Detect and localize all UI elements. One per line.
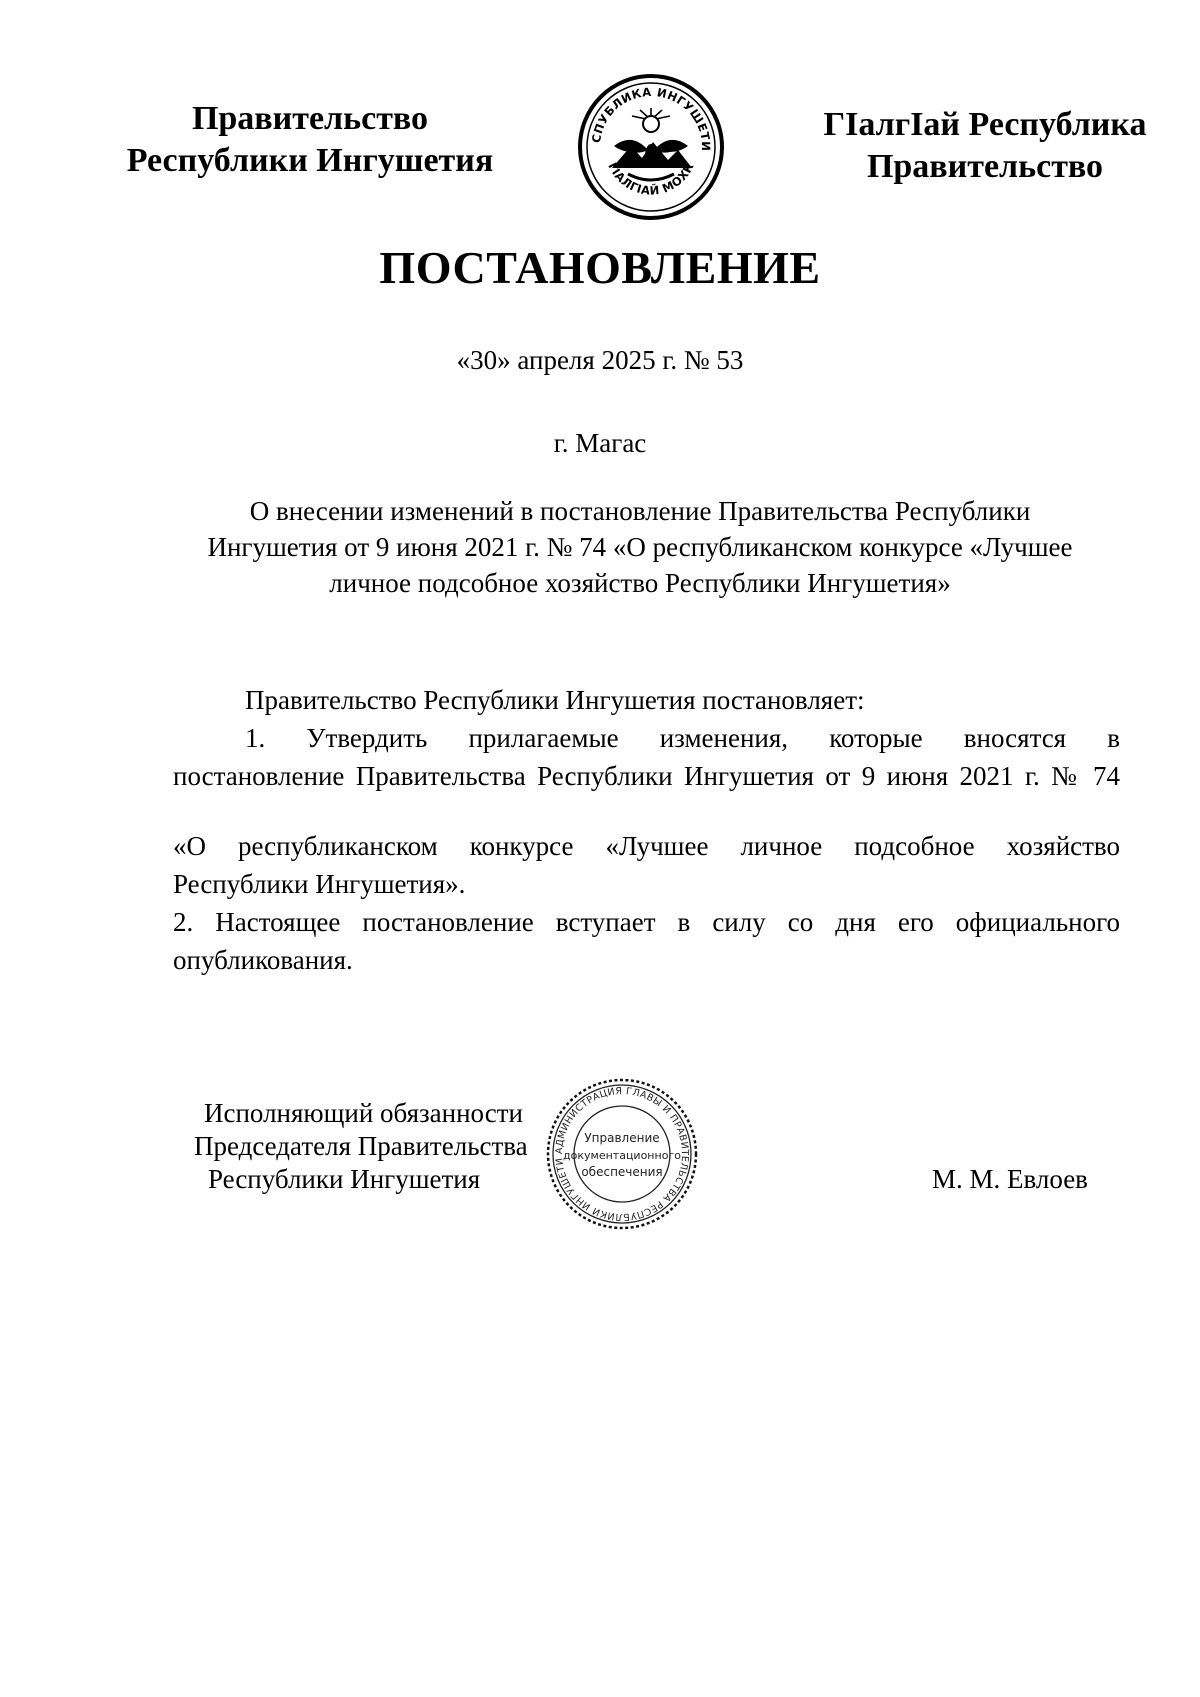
document-subject-line: О внесении изменений в постановление Правительства Республики bbox=[249, 496, 1031, 526]
emblem-graphic bbox=[576, 72, 726, 222]
official-stamp-icon bbox=[543, 1075, 701, 1233]
item-1-line: 1. Утвердить прилагаемые изменения, которые вносятся в bbox=[245, 723, 1120, 753]
document-subject-line: Ингушетия от 9 июня 2021 г. № 74 «О республиканском конкурсе «Лучшее bbox=[207, 532, 1073, 562]
header-left-block bbox=[90, 98, 530, 182]
document-date-number: «30» апреля 2025 г. № 53 bbox=[456, 345, 744, 375]
item-1-line: постановление Правительства Республики Ингушетия от 9 июня 2021 г. № 74 bbox=[173, 761, 1120, 791]
stamp-center-line: Управление bbox=[584, 1131, 660, 1145]
signatory-title-line: Республики Ингушетия bbox=[208, 1164, 481, 1194]
header-left-line2: Республики Ингушетия bbox=[126, 142, 494, 179]
document-place: г. Магас bbox=[553, 428, 647, 458]
item-2-line: 2. Настоящее постановление вступает в силу со дня его официального bbox=[173, 907, 1120, 937]
stamp-graphic bbox=[543, 1075, 701, 1233]
emblem-bottom-text: ГIАЛГIАЙ МОХК bbox=[605, 160, 697, 198]
signatory-title-line: Председателя Правительства bbox=[194, 1131, 528, 1161]
document-subject-line: личное подсобное хозяйство Республики Ингушетия» bbox=[329, 568, 951, 598]
stamp-center-line: обеспечения bbox=[581, 1165, 663, 1179]
item-2-line: опубликования. bbox=[173, 945, 353, 975]
item-1-line: «О республиканском конкурсе «Лучшее личное подсобное хозяйство bbox=[173, 831, 1120, 861]
signatory-title-line: Исполняющий обязанности bbox=[204, 1098, 523, 1128]
emblem-top-text: СПУБЛИКА ИНГУШЕТИ bbox=[589, 84, 714, 152]
document-subject bbox=[170, 493, 1110, 601]
header-right-block bbox=[795, 104, 1175, 188]
header-right-line2: Правительство bbox=[866, 148, 1104, 185]
ingushetia-emblem-icon bbox=[576, 72, 726, 222]
stamp-center-line: документационного bbox=[563, 1149, 681, 1162]
header-right-line1: ГIалгIай Республика bbox=[823, 106, 1147, 143]
body-intro: Правительство Республики Ингушетия постановляет: bbox=[245, 685, 865, 715]
header-left-line1: Правительство bbox=[191, 100, 429, 137]
signatory-name: М. М. Евлоев bbox=[932, 1164, 1088, 1194]
item-1-line: Республики Ингушетия». bbox=[173, 869, 466, 899]
document-type-title: ПОСТАНОВЛЕНИЕ bbox=[379, 242, 821, 293]
stamp-ring-text: АДМИНИСТРАЦИЯ ГЛАВЫ И ПРАВИТЕЛЬСТВА РЕСПУБЛИКИ ИНГУШЕТИ bbox=[553, 1085, 691, 1223]
